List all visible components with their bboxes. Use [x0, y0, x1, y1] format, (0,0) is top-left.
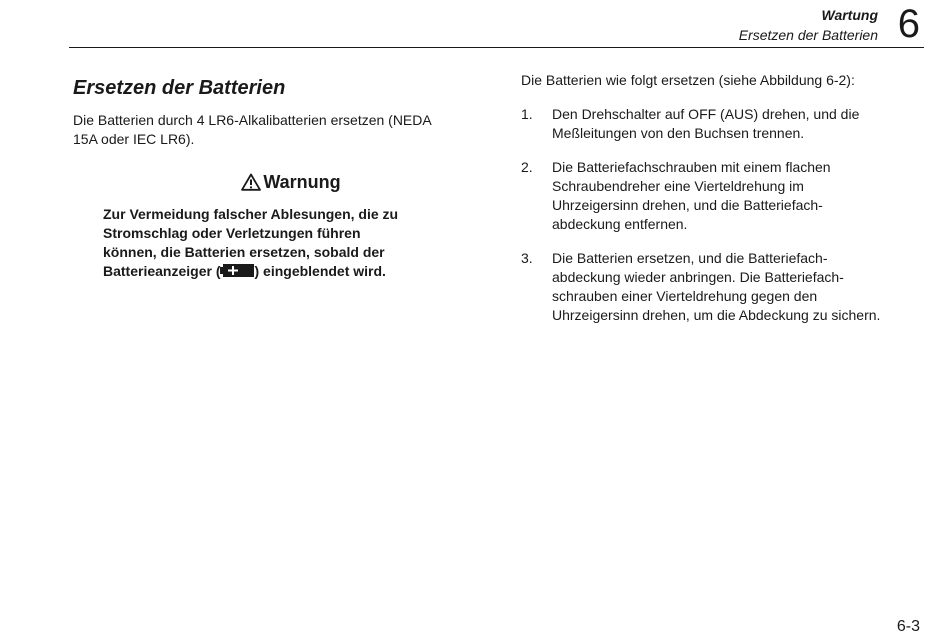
- step-number: 1.: [521, 106, 533, 122]
- intro-paragraph: [73, 111, 473, 149]
- header-chapter-title: Wartung: [821, 7, 878, 23]
- warning-text: [103, 205, 443, 281]
- step-line: Schraubendreher eine Vierteldrehung im: [552, 178, 804, 194]
- step-number: 3.: [521, 250, 533, 266]
- intro-line: Die Batterien durch 4 LR6-Alkalibatterien ersetzen (NEDA: [73, 112, 432, 128]
- procedure-intro: Die Batterien wie folgt ersetzen (siehe Abbildung 6-2):: [521, 72, 855, 88]
- step-line: Meßleitungen von den Buchsen trennen.: [552, 125, 805, 141]
- step-line: abdeckung entfernen.: [552, 216, 688, 232]
- header-section-title: Ersetzen der Batterien: [738, 27, 878, 43]
- warning-line-suffix: ) eingeblendet wird.: [254, 263, 386, 279]
- step-line: schrauben einer Vierteldrehung gegen den: [552, 288, 818, 304]
- warning-heading: [73, 171, 473, 193]
- chapter-number: 6: [897, 2, 920, 46]
- section-title: Ersetzen der Batterien: [73, 77, 286, 99]
- warning-line: Zur Vermeidung falscher Ablesungen, die zu: [103, 206, 399, 222]
- intro-line: 15A oder IEC LR6).: [73, 131, 195, 147]
- left-column: [73, 76, 473, 281]
- step-line: Den Drehschalter auf OFF (AUS) drehen, und die: [552, 106, 860, 122]
- step-line: Uhrzeigersinn drehen, um die Abdeckung zu sichern.: [552, 307, 881, 323]
- warning-line: können, die Batterien ersetzen, sobald der: [103, 244, 385, 260]
- step-text: [552, 158, 921, 234]
- step-number: 2.: [521, 159, 533, 175]
- step-text: [552, 249, 921, 325]
- step-line: Die Batterien ersetzen, und die Batteriefach-: [552, 250, 828, 266]
- procedure-step-1: [521, 105, 921, 143]
- header-rule: [69, 47, 924, 48]
- warning-line: Stromschlag oder Verletzungen führen: [103, 225, 361, 241]
- procedure-step-2: [521, 158, 921, 234]
- warning-heading-label: Warnung: [263, 172, 341, 192]
- step-text: [552, 105, 921, 143]
- step-line: abdeckung wieder anbringen. Die Batteriefach-: [552, 269, 844, 285]
- warning-triangle-icon: [241, 173, 261, 191]
- step-line: Die Batteriefachschrauben mit einem flachen: [552, 159, 831, 175]
- procedure-step-3: [521, 249, 921, 325]
- step-line: Uhrzeigersinn drehen, und die Batteriefach-: [552, 197, 823, 213]
- battery-indicator-icon: [220, 264, 254, 277]
- right-column: [521, 71, 921, 340]
- warning-line-prefix: Batterieanzeiger (: [103, 263, 221, 279]
- page-number: 6-3: [896, 618, 920, 635]
